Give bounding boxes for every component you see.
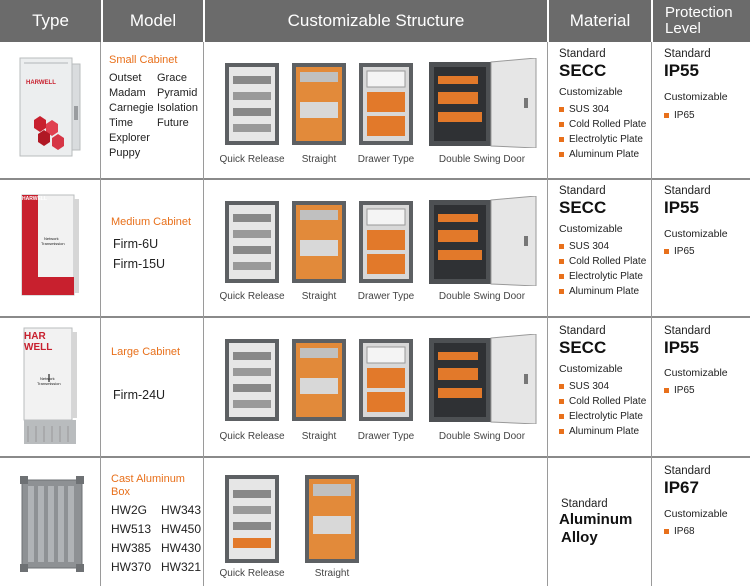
medium-cabinet-panel-text-2: Transmission xyxy=(41,241,65,246)
model-name: Firm-15U xyxy=(113,257,166,271)
caption-drawer-type: Drawer Type xyxy=(357,154,415,165)
caption-double-swing-door: Double Swing Door xyxy=(438,431,526,442)
protection-standard-label: Standard xyxy=(664,465,711,477)
material-customizable-label: Customizable xyxy=(559,86,623,98)
small-cabinet-model-list xyxy=(109,72,205,159)
double-swing-door-image xyxy=(428,58,540,148)
material-customizable-label: Customizable xyxy=(559,363,623,375)
column-divider xyxy=(100,42,101,586)
protection-customizable-label: Customizable xyxy=(664,367,728,379)
model-name: Outset xyxy=(109,72,142,84)
protection-customizable-label: Customizable xyxy=(664,508,728,520)
drawer-type-image xyxy=(358,200,414,284)
model-name xyxy=(157,132,205,144)
straight-image xyxy=(304,474,360,564)
caption-drawer-type: Drawer Type xyxy=(357,431,415,442)
large-cabinet-panel-text-2: Transmission xyxy=(37,381,61,386)
model-name: Isolation xyxy=(157,102,198,114)
protection-customizable-label: Customizable xyxy=(664,228,728,240)
material-customizable-label: Customizable xyxy=(559,223,623,235)
double-swing-door-image xyxy=(428,196,540,286)
caption-quick-release: Quick Release xyxy=(219,291,285,302)
straight-image xyxy=(291,200,347,284)
material-value-aluminum: Aluminum xyxy=(559,511,633,528)
material-option: Electrolytic Plate xyxy=(559,411,646,422)
model-name: Madam xyxy=(109,87,146,99)
header-protection xyxy=(651,0,750,42)
protection-options-list xyxy=(664,526,695,537)
cast-aluminum-box-image xyxy=(20,476,88,572)
double-swing-door-image xyxy=(428,334,540,424)
model-name: Future xyxy=(157,117,189,129)
material-option: SUS 304 xyxy=(559,104,646,115)
model-name: Explorer xyxy=(109,132,150,144)
small-cabinet-brand: HARWELL xyxy=(26,80,56,86)
header-material: Material xyxy=(547,0,651,42)
material-standard-value: SECC xyxy=(559,338,607,357)
material-standard-value: SECC xyxy=(559,61,607,80)
material-standard-label: Standard xyxy=(559,185,606,197)
material-value-alloy: Alloy xyxy=(561,529,598,546)
drawer-type-image xyxy=(358,62,414,146)
medium-cabinet-image xyxy=(20,193,80,299)
large-cabinet-brand-2: WELL xyxy=(24,342,53,353)
model-name: Firm-6U xyxy=(113,237,159,251)
model-name: HW2G xyxy=(111,503,147,517)
quick-release-image xyxy=(224,62,280,146)
material-option: Electrolytic Plate xyxy=(559,134,646,145)
quick-release-image xyxy=(224,338,280,422)
material-standard-label: Standard xyxy=(561,498,608,510)
protection-standard-value: IP67 xyxy=(664,478,699,497)
caption-straight: Straight xyxy=(301,154,337,165)
caption-straight: Straight xyxy=(301,431,337,442)
protection-option: IP65 xyxy=(664,110,695,121)
material-standard-label: Standard xyxy=(559,325,606,337)
caption-quick-release: Quick Release xyxy=(219,154,285,165)
caption-quick-release: Quick Release xyxy=(219,568,285,579)
model-name: HW370 xyxy=(111,560,152,574)
medium-cabinet-panel-text-1: Network xyxy=(44,236,59,241)
protection-standard-value: IP55 xyxy=(664,61,699,80)
protection-options-list xyxy=(664,385,695,396)
small-cabinet-title: Small Cabinet xyxy=(109,54,178,66)
protection-standard-label: Standard xyxy=(664,185,711,197)
model-name: Pyramid xyxy=(157,87,198,99)
row-divider xyxy=(0,178,750,180)
column-divider xyxy=(547,42,548,586)
large-cabinet-brand-1: HAR xyxy=(24,331,46,342)
material-options-list xyxy=(559,241,646,297)
protection-option: IP68 xyxy=(664,526,695,537)
model-name: Time xyxy=(109,117,134,129)
material-option: Cold Rolled Plate xyxy=(559,119,646,130)
caption-straight: Straight xyxy=(314,568,350,579)
cast-aluminum-title-2: Box xyxy=(111,486,130,498)
header-type: Type xyxy=(0,0,101,42)
header-structure: Customizable Structure xyxy=(203,0,547,42)
medium-cabinet-title: Medium Cabinet xyxy=(111,216,192,228)
material-option: Aluminum Plate xyxy=(559,286,646,297)
caption-double-swing-door: Double Swing Door xyxy=(438,154,526,165)
protection-options-list xyxy=(664,246,695,257)
material-option: Cold Rolled Plate xyxy=(559,256,646,267)
drawer-type-image xyxy=(358,338,414,422)
model-name: Carnegie xyxy=(109,102,154,114)
straight-image xyxy=(291,338,347,422)
large-cabinet-title: Large Cabinet xyxy=(111,346,181,358)
caption-double-swing-door: Double Swing Door xyxy=(438,291,526,302)
large-cabinet-model-list xyxy=(113,385,165,405)
material-option: Aluminum Plate xyxy=(559,149,646,160)
cast-aluminum-model-list xyxy=(111,503,211,574)
model-name: HW385 xyxy=(111,541,152,555)
small-cabinet-image xyxy=(18,54,84,160)
protection-standard-value: IP55 xyxy=(664,198,699,217)
row-divider xyxy=(0,316,750,318)
model-name: HW450 xyxy=(161,522,202,536)
material-option: Cold Rolled Plate xyxy=(559,396,646,407)
protection-customizable-label: Customizable xyxy=(664,91,728,103)
material-options-list xyxy=(559,104,646,160)
column-divider xyxy=(651,42,652,586)
straight-image xyxy=(291,62,347,146)
material-option: SUS 304 xyxy=(559,381,646,392)
material-standard-value: SECC xyxy=(559,198,607,217)
quick-release-image xyxy=(224,474,280,564)
protection-standard-label: Standard xyxy=(664,325,711,337)
model-name: Firm-24U xyxy=(113,388,166,402)
caption-quick-release: Quick Release xyxy=(219,431,285,442)
material-option: SUS 304 xyxy=(559,241,646,252)
protection-option: IP65 xyxy=(664,246,695,257)
protection-standard-label: Standard xyxy=(664,48,711,60)
protection-standard-value: IP55 xyxy=(664,338,699,357)
header-model: Model xyxy=(101,0,203,42)
material-option: Aluminum Plate xyxy=(559,426,646,437)
large-cabinet-panel-text-1: Network xyxy=(40,376,55,381)
model-name: HW513 xyxy=(111,522,152,536)
model-name: Puppy xyxy=(109,147,141,159)
model-name xyxy=(157,147,205,159)
caption-straight: Straight xyxy=(301,291,337,302)
row-divider xyxy=(0,456,750,458)
protection-options-list xyxy=(664,110,695,121)
model-name: HW321 xyxy=(161,560,202,574)
material-option: Electrolytic Plate xyxy=(559,271,646,282)
protection-option: IP65 xyxy=(664,385,695,396)
model-name: HW343 xyxy=(161,503,202,517)
cast-aluminum-title-1: Cast Aluminum xyxy=(111,473,185,485)
header-protection-line2: Level xyxy=(665,20,701,37)
caption-drawer-type: Drawer Type xyxy=(357,291,415,302)
model-name: HW430 xyxy=(161,541,202,555)
medium-cabinet-brand: HARWELL xyxy=(22,196,47,202)
medium-cabinet-model-list xyxy=(113,234,165,274)
material-options-list xyxy=(559,381,646,437)
header-protection-line1: Protection xyxy=(665,4,733,21)
quick-release-image xyxy=(224,200,280,284)
model-name: Grace xyxy=(157,72,187,84)
material-standard-label: Standard xyxy=(559,48,606,60)
